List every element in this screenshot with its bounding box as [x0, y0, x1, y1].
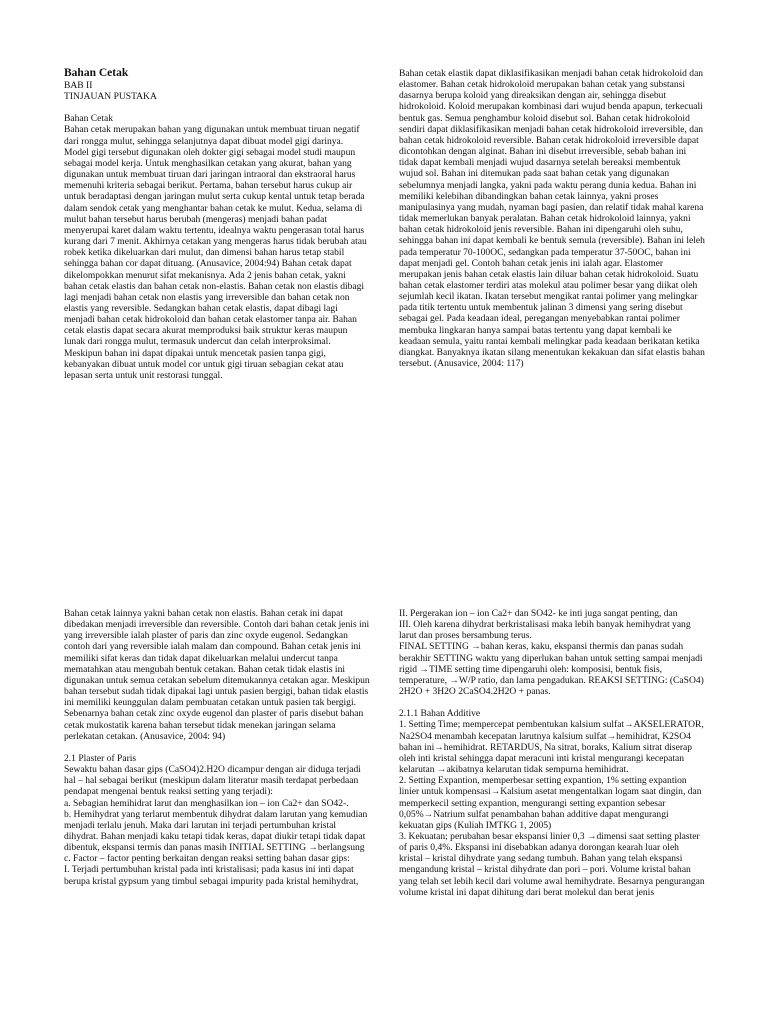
- list-item: I. Terjadi pertumbuhan kristal pada inti kristalisasi; pada kasus ini inti dapat berupa kristal gypsum yang timbul sebagai impurity pada kristal hemihydrat,: [64, 864, 359, 887]
- body-paragraph: Bahan cetak lainnya yakni bahan cetak non elastis. Bahan cetak ini dapat dibedakan menjadi irreversible dan reversible. Contoh dari bahan cetak jenis ini yang irreversible ialah plaster of paris dan zinc oxyde eugenol. Sedangkan contoh dari yang reversible ialah malam dan compound. Bahan cetak jenis ini memiliki sifat keras dan tidak dapat dikeluarkan melalui undercut tanpa mematahkan atau mengubah bentuk cetakan. Bahan cetak tidak elastis ini digunakan untuk semua cetakan sebelum ditemukannya cetakan agar. Meskipun bahan tersebut sudah tidak dipakai lagi untuk pasien bergigi, bahan tidak elastis ini memiliki keunggulan dalam pembuatan cetakan untuk pasien tak bergigi. Sebenarnya bahan cetak zinc oxyde eugenol dan plaster of paris disebut bahan cetak mukostatik karena bahan tersebut tidak menekan jaringan selama perlekatan cetakan. (Anusavice, 2004: 94): [64, 608, 370, 742]
- chapter-title: TINJAUAN PUSTAKA: [64, 91, 157, 103]
- list-item: b. Hemihydrat yang terlarut membentuk dihydrat dalam larutan yang kemudian menjadi terlalu jenuh. Maka dari larutan ini terjadi pertumbuhan kristal dihydrat. Bahan menjadi kaku tetapi tidak keras, dapat diukir tetapi tidak dapat dibentuk, ekspansi termis dan panas masih INITIAL SETTING →berlangsung: [64, 808, 368, 854]
- document-title: Bahan Cetak: [64, 67, 129, 79]
- body-paragraph: Bahan cetak merupakan bahan yang digunakan untuk membuat tiruan negatif dari rongga mulut, sehingga selanjutnya dapat dibuat model gigi darinya. Model gigi tersebut digunakan oleh dokter gigi sebagai model studi maupun sebagai model kerja. Untuk menghasilkan cetakan yang akurat, bahan yang digunakan untuk membuat tiruan dari jaringan intraoral dan ekstraoral harus memenuhi kriteria sebagai berikut. Pertama, bahan tersebut harus cukup air untuk beradaptasi dengan jaringan mulut serta cukup kental untuk tetap berada dalam sendok cetak yang menghantar bahan cetak ke mulut. Kedua, selama di mulut bahan tersebut harus berubah (mengeras) menjadi bahan padat menyerupai karet dalam waktu tertentu, idealnya waktu pengerasan total harus kurang dari 7 menit. Akhirnya cetakan yang mengeras harus tidak berubah atau robek ketika dikeluarkan dari mulut, dan dimensi bahan harus tetap stabil sehingga bahan cor dapat dituang. (Anusavice, 2004:94) Bahan cetak dapat dikelompokkan menurut sifat mekanisnya. Ada 2 jenis bahan cetak, yakni bahan cetak elastis dan bahan cetak non-elastis. Bahan cetak non elastis dibagi lagi menjadi bahan cetak non elastis yang irreversible dan bahan cetak non elastis yang reversible. Sedangkan bahan cetak elastis, dapat dibagi lagi menjadi bahan cetak hidrokoloid dan bahan cetak elastomer tanpa air. Bahan cetak elastis dapat secara akurat memproduksi baik struktur keras maupun lunak dari rongga mulut, termasuk undercut dan celah interproksimal. Meskipun bahan ini dapat dipakai untuk mencetak pasien tanpa gigi, kebanyakan dibuat untuk model cor untuk gigi tiruan sebagian cekat atau lepasan serta untuk unit restorasi tunggal.: [64, 124, 367, 381]
- section-heading: Bahan Cetak: [64, 113, 114, 125]
- section-heading: 2.1 Plaster of Paris: [64, 752, 137, 764]
- bottom-left-column: [64, 608, 370, 1018]
- bottom-right-column: [399, 608, 705, 1022]
- list-item: III. Oleh karena dihydrat berkristalisasi maka lebih banyak hemihydrat yang larut dan proses bersambung terus.: [399, 619, 691, 642]
- top-left-column: [64, 66, 368, 446]
- body-paragraph: FINAL SETTING →bahan keras, kaku, ekspansi thermis dan panas sudah berakhir SETTING waktu yang diperlukan bahan untuk setting sampai menjadi rigid →TIME setting time dipengaruhi oleh: komposisi, bentuk fisis, temperature, →W/P ratio, dan lama pengadukan. REAKSI SETTING: (CaSO4) 2H2O + 3H2O 2CaSO4.2H2O + panas.: [399, 641, 704, 698]
- body-paragraph: Sewaktu bahan dasar gips (CaSO4)2.H2O dicampur dengan air diduga terjadi hal – hal sebagai berikut (meskipun dalam literatur masih terdapat perbedaan pendapat mengenai bentuk reaksi setting yang terjadi):: [64, 764, 361, 798]
- top-right-column: [399, 68, 705, 478]
- body-paragraph: Bahan cetak elastik dapat diklasifikasikan menjadi bahan cetak hidrokoloid dan elastomer. Bahan cetak hidrokoloid merupakan bahan cetak yang substansi dasarnya berupa koloid yang direaksikan dengan air, sehingga disebut hidrokoloid. Koloid merupakan kombinasi dari wujud benda apapun, terkecuali bentuk gas. Semua penghambur koloid disebut sol. Bahan cetak hidrokoloid sendiri dapat diklasifikasikan menjadi bahan cetak hidrokoloid irreversible, dan bahan cetak hidrokoloid reversible. Bahan cetak hidrokoloid irreversible dapat dicontohkan dengan alginat. Bahan ini disebut irreversible, sebab bahan ini tidak dapat kembali menjadi wujud dasarnya setelah bereaksi membentuk wujud sol. Bahan ini ditemukan pada saat bahan cetak yang digunakan sebelumnya menjadi langka, yakni pada waktu perang dunia kedua. Bahan ini memiliki kelebihan dibandingkan bahan cetak lainnya, yakni proses manipulasinya yang mudah, nyaman bagi pasien, dan relatif tidak mahal karena tidak memerlukan banyak peralatan. Bahan cetak hidrokoloid lainnya, yakni bahan cetak hidrokoloid jenis reversible. Bahan ini dipengaruhi oleh suhu, sehingga bahan ini dapat kembali ke bentuk semula (reversible). Bahan ini leleh pada temperatur 70-100OC, sedangkan pada temperatur 37-50OC, bahan ini dapat menjadi gel. Contoh bahan cetak jenis ini ialah agar. Elastomer merupakan jenis bahan cetak elastis lain diluar bahan cetak hidrokoloid. Suatu bahan cetak elastomer terdiri atas molekul atau polimer besar yang diikat oleh sejumlah kecil ikatan. Ikatan tersebut mengikat rantai polimer yang melingkar pada titik tertentu untuk membentuk jalinan 3 dimensi yang sering disebut sebagai gel. Pada keadaan ideal, peregangan menyebabkan rantai polimer membuka lingkaran hanya sampai batas tertentu yang dapat kembali ke keadaan semula, yaitu rantai kembali melingkar pada keadaan berikatan ketika diangkat. Banyaknya ikatan silang menentukan kekakuan dan sifat elastis bahan tersebut. (Anusavice, 2004: 117): [399, 68, 705, 370]
- list-item: a. Sebagian hemihidrat larut dan menghasilkan ion – ion Ca2+ dan SO42-.: [64, 797, 349, 809]
- list-item: 3. Kekuatan; perubahan besar ekspansi linier 0,3 →dimensi saat setting plaster of paris 0,4%. Ekspansi ini disebabkan adanya dorongan kearah luar oleh kristal – kristal dihydrate yang sedang tumbuh. Bahan yang telah ekspansi mengandung kristal – kristal dihydrate dan pori – pori. Volume kristal bahan yang telah set lebih kecil dari volume awal hemihydrate. Besarnya pengurangan volume kristal ini dapat dihitung dari berat molekul dan berat jenis: [399, 830, 705, 898]
- list-item: 1. Setting Time; mempercepat pembentukan kalsium sulfat→AKSELERATOR, Na2SO4 menambah kecepatan larutnya kalsium sulfat→hemihidrat, K2SO4 bahan ini→hemihidrat. RETARDUS, Na sitrat, boraks, Kalium sitrat diserap oleh inti kristal sehingga dapat meracuni inti kristal mengurangi kecepatan kelarutan →akibatnya kelarutan tidak sempurna hemihidrat.: [399, 719, 704, 776]
- section-heading: 2.1.1 Bahan Additive: [399, 708, 481, 720]
- chapter-number: BAB II: [64, 80, 93, 91]
- list-item: II. Pergerakan ion – ion Ca2+ dan SO42- ke inti juga sangat penting, dan: [399, 608, 678, 619]
- list-item: 2. Setting Expantion, memperbesar setting expantion, 1% setting expantion linier untuk kompensasi→Kalsium asetat mengentalkan logam saat dingin, dan memperkecil setting expantion, mengurangi setting expantion sebesar 0,05%→Natrium sulfat penambahan bahan additive dapat mengurangi kekuatan gips (Kuliah IMTKG 1, 2005): [399, 775, 702, 831]
- list-item: c. Factor – factor penting berkaitan dengan reaksi setting bahan dasar gips:: [64, 853, 350, 865]
